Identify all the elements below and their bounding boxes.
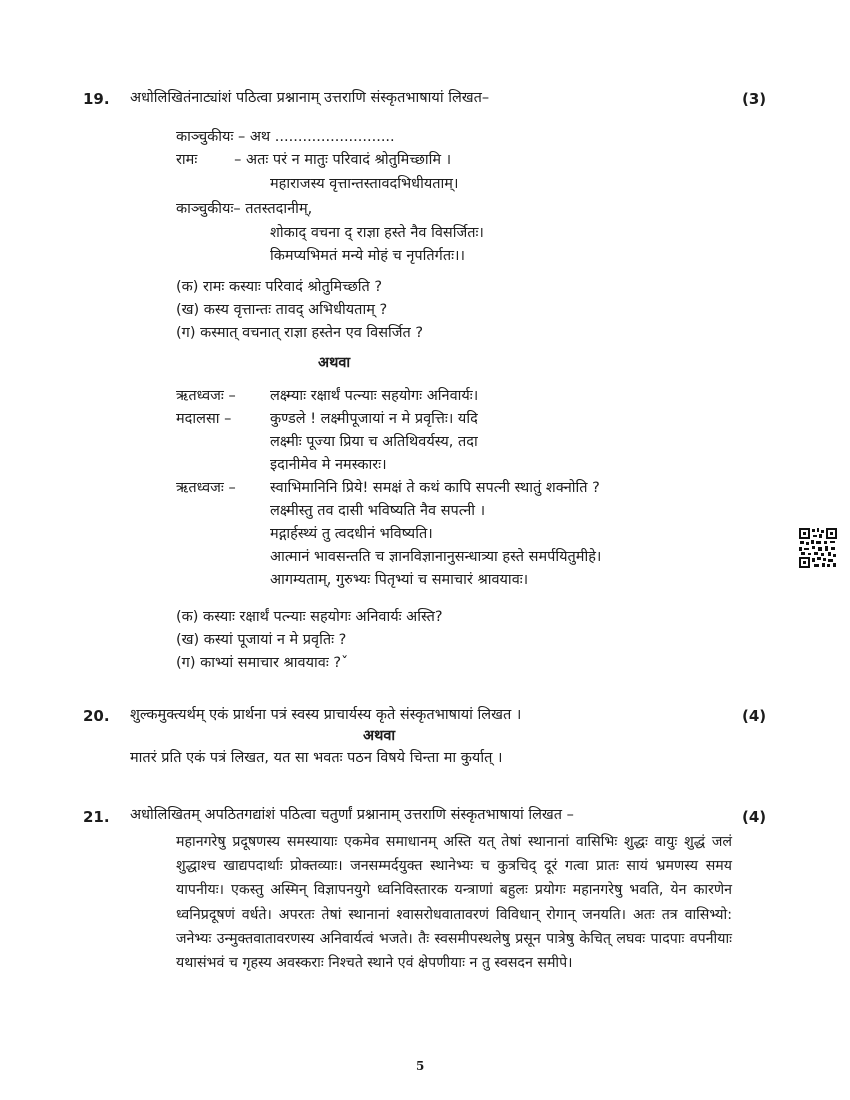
q21-passage: महानगरेषु प्रदूषणस्य समस्यायाः एकमेव समाधानम् अस्ति यत् तेषां स्थानानां वासिभिः शुद्धः वायुः शुद्धं जलं शुद्धाश्च खाद्यपदार्थाः प्रोक्तव्याः। जनसम्मर्दयुक्त स्थानेभ्यः च कुत्रचिद् दूरं गत्वा प्रातः सायं भ्रमणस्य समय यापनीयः। एकस्तु अस्मिन् विज्ञापनयुगे ध्वनिविस्तारक यन्त्राणां बहुलः प्रयोगः महानगरेषु भवति, येन कारणेन ध्वनिप्रदूषणं वर्धते। अपरतः तेषां स्थानानां श्वासरोधवातावरणं विविधान् रोगान् जनयति। अतः तत्र वासिभ्यो: जनेभ्यः उन्मुक्तवातावरणस्य अनिवार्यत्वं भजते। तैः स्वसमीपस्थलेषु प्रसून पात्रेषु केचित् लघवः पादपाः वपनीयाः यथासंभवं च गृहस्य अवस्कराः निश्चते स्थाने एवं क्षेपणीयाः न तु स्वसदन समीपे। (176, 834, 732, 972)
q19-marks: (3) (742, 90, 767, 108)
q20-or-label: अथवा (363, 728, 396, 744)
q21-marks: (4) (742, 808, 767, 826)
q19-instruction: अधोलिखितंनाट्यांशं पठित्वा प्रश्नानाम् उत्तराणि संस्कृतभाषायां लिखत– (130, 90, 490, 106)
page-number: 5 (416, 1059, 425, 1073)
alt-line-7: मद्गार्हस्थ्यं तु त्वदधीनं भविष्यति। (270, 526, 433, 542)
alt-question-c: (ग) काभ्यां समाचार श्रावयावः ?ˇ (176, 655, 349, 671)
q19-passage-line-6: किमप्यभिमतं मन्ये मोहं च नृपतिर्गतः।। (270, 248, 466, 264)
q19-passage-line-3: महाराजस्य वृत्तान्तस्तावदभिधीयताम्। (270, 176, 459, 192)
q20-marks: (4) (742, 707, 767, 725)
q19-or-label: अथवा (318, 355, 351, 371)
alt-line-8: आत्मानं भावसन्तति च ज्ञानविज्ञानानुसन्धात्र्या हस्ते समर्पयितुमीहे। (270, 549, 602, 565)
alt-line-2: कुण्डले ! लक्ष्मीपूजायां न मे प्रवृत्तिः। यदि (270, 411, 478, 427)
alt-speaker-3: ऋतध्वजः – (176, 480, 236, 496)
alt-question-a: (क) कस्याः रक्षार्थं पत्न्याः सहयोगः अनिवार्यः अस्ति? (176, 609, 443, 625)
q19-question-b: (ख) कस्य वृत्तान्तः तावद् अभिधीयताम् ? (176, 302, 388, 318)
q21-number: 21. (83, 808, 110, 826)
alt-speaker-1: ऋतध्वजः – (176, 388, 236, 404)
q19-passage-line-4: काञ्चुकीयः– ततस्तदानीम्, (176, 201, 313, 217)
q20-alt-text: मातरं प्रति एकं पत्रं लिखत, यत सा भवतः पठन विषये चिन्ता मा कुर्यात् । (130, 750, 503, 766)
q21-instruction: अधोलिखितम् अपठितगद्यांशं पठित्वा चतुर्णां प्रश्नानाम् उत्तराणि संस्कृतभाषायां लिखत – (130, 807, 574, 823)
alt-speaker-2: मदालसा – (176, 411, 232, 427)
q19-question-a: (क) रामः कस्याः परिवादं श्रोतुमिच्छति ? (176, 279, 383, 295)
q19-passage-line-1: काञ्चुकीयः – अथ .......................... (176, 129, 395, 145)
qr-code-icon (798, 527, 838, 569)
q19-number: 19. (83, 90, 110, 108)
q19-passage-line-5: शोकाद् वचना द् राज्ञा हस्ते नैव विसर्जितः। (270, 225, 484, 241)
q19-passage-line-2: रामः – अतः परं न मातुः परिवादं श्रोतुमिच्छामि । (176, 152, 452, 168)
alt-line-5: स्वाभिमानिनि प्रिये! समक्षं ते कथं कापि सपत्नी स्थातुं शक्नोति ? (270, 480, 600, 496)
alt-line-3: लक्ष्मीः पूज्या प्रिया च अतिथिवर्यस्य, तदा (270, 434, 478, 450)
alt-line-9: आगम्यताम्, गुरुभ्यः पितृभ्यां च समाचारं श्रावयावः। (270, 572, 529, 588)
alt-line-6: लक्ष्मीस्तु तव दासी भविष्यति नैव सपत्नी । (270, 503, 486, 519)
alt-line-1: लक्ष्म्याः रक्षार्थं पत्न्याः सहयोगः अनिवार्यः। (270, 388, 479, 404)
q19-question-c: (ग) कस्मात् वचनात् राज्ञा हस्तेन एव विसर्जित ? (176, 325, 424, 341)
alt-question-b: (ख) कस्यां पूजायां न मे प्रवृतिः ? (176, 632, 347, 648)
alt-line-4: इदानीमेव मे नमस्कारः। (270, 457, 387, 473)
q20-text: शुल्कमुक्त्यर्थम् एकं प्रार्थना पत्रं स्वस्य प्राचार्यस्य कृते संस्कृतभाषायां लिखत । (130, 707, 522, 723)
q20-number: 20. (83, 707, 110, 725)
